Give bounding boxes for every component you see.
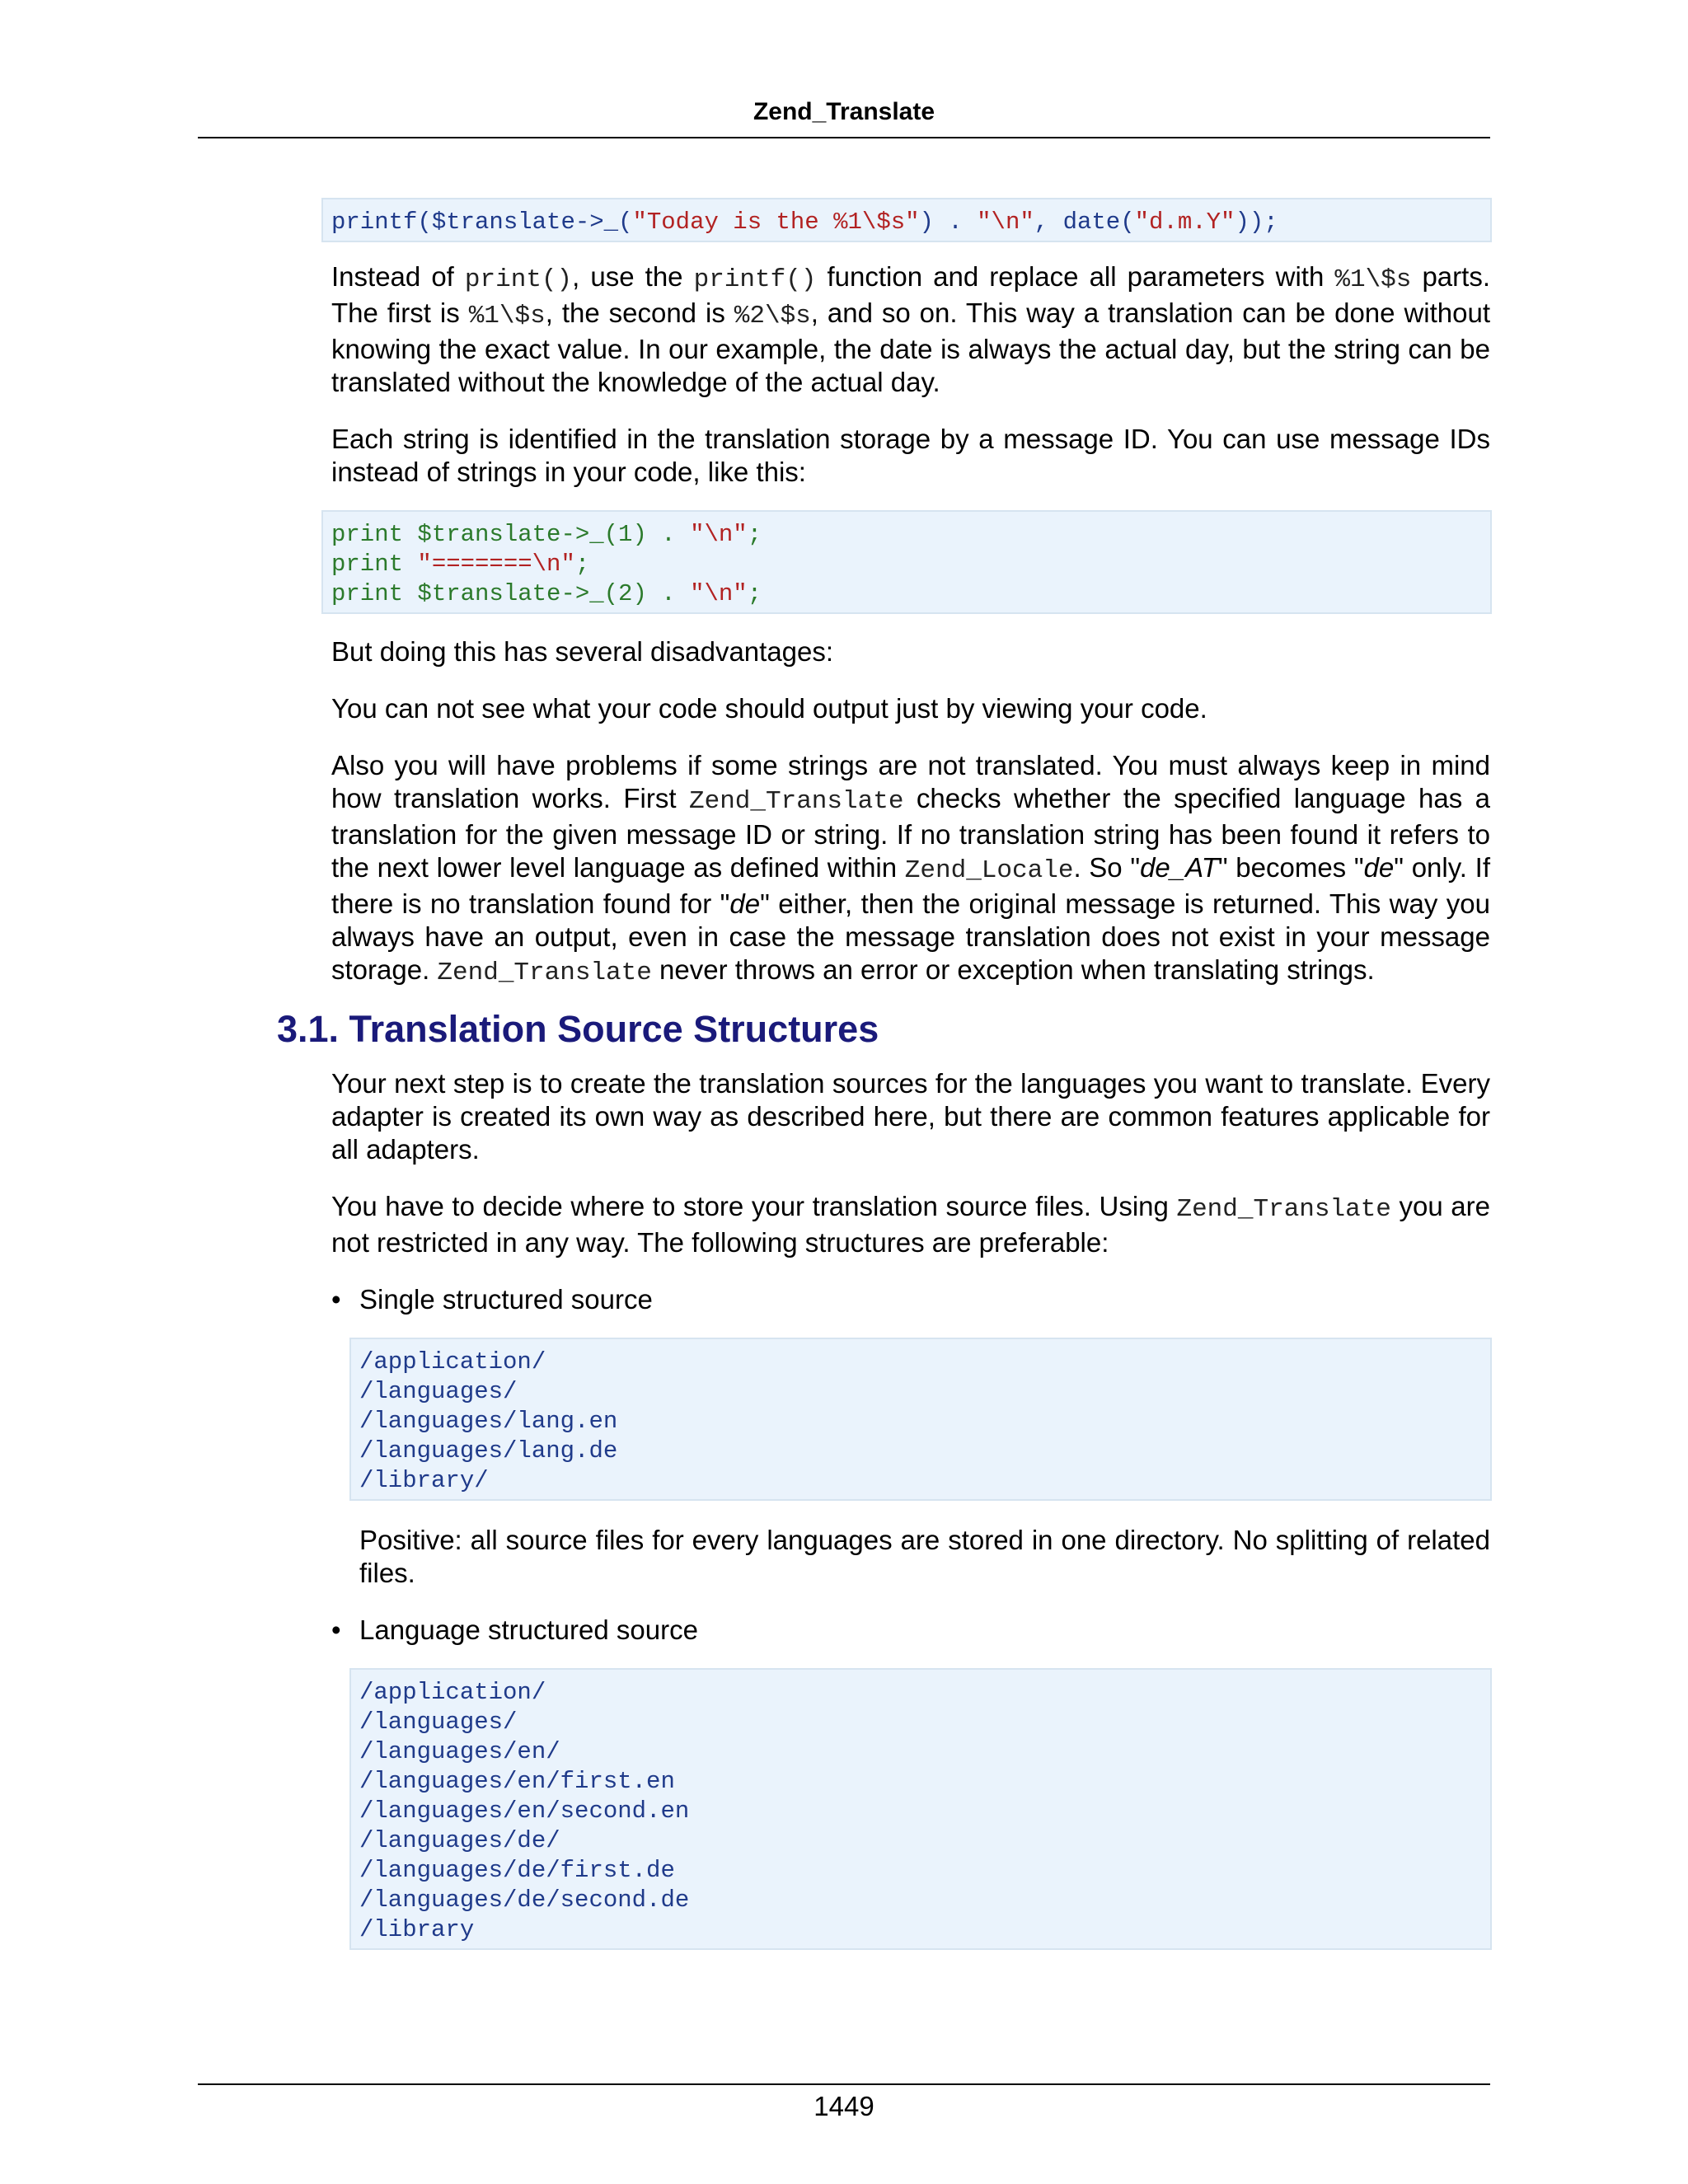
paragraph-where-to-store: You have to decide where to store your translation source files. Using Zend_Translate you are not restricted in any way. The following structures are preferable: (331, 1191, 1490, 1258)
paragraph-printf-explanation: Instead of print(), use the printf() function and replace all parameters with %1\$s parts. The first is %1\$s, the second is %2\$s, and so on. This way a translation can be done without knowing the exact value. In our example, the date is always the actual day, but the string can be translated without the knowledge of the actual day. (331, 261, 1491, 397)
page-number: 1449 (814, 2091, 874, 2121)
section-heading: 3.1. Translation Source Structures (277, 1008, 879, 1050)
bullet-icon: • (331, 1615, 341, 1645)
paragraph-disadvantages: But doing this has several disadvantages: (331, 636, 834, 667)
list-item-language-structured: • Language structured source (331, 1615, 698, 1645)
header-rule (198, 137, 1490, 138)
code-wrapper-single (359, 1338, 1490, 1501)
code-block-single-structure: /application/ /languages/ /languages/lang.en /languages/lang.de /library/ (349, 1338, 1492, 1501)
list-item-single-structured: • Single structured source (331, 1284, 653, 1315)
code-block-printf: printf($translate->_("Today is the %1\$s") . "\n", date("d.m.Y")); (321, 198, 1492, 242)
code-block-message-ids: print $translate->_(1) . "\n"; print "=======\n"; print $translate->_(2) . "\n"; (321, 510, 1492, 614)
paragraph-single-positive: Positive: all source files for every languages are stored in one directory. No splitting of related files. (359, 1525, 1490, 1588)
bullet-icon: • (331, 1284, 341, 1315)
paragraph-translation-fallback: Also you will have problems if some strings are not translated. You must always keep in mind how translation works. First Zend_Translate checks whether the specified language has a translation for the given message ID or string. If no translation string has been found it refers to the next lower level language as defined within Zend_Locale. So "de_AT" becomes "de" only. If there is no translation found for "de" either, then the original message is returned. This way you always have an output, even in case the message translation does not exist in your message storage. Zend_Translate never throws an error or exception when translating strings. (331, 750, 1490, 987)
paragraph-next-step: Your next step is to create the translation sources for the languages you want to translate. Every adapter is created its own way as described here, but there are common features applicable for all adapters. (331, 1068, 1490, 1165)
paragraph-cannot-see-output: You can not see what your code should output just by viewing your code. (331, 693, 1207, 724)
footer-rule (198, 2083, 1490, 2085)
running-header: Zend_Translate (753, 98, 935, 125)
paragraph-message-ids: Each string is identified in the translation storage by a message ID. You can use message IDs instead of strings in your code, like this: (331, 424, 1490, 487)
code-block-language-structure: /application/ /languages/ /languages/en/ /languages/en/first.en /languages/en/second.en /languages/de/ /languages/de/first.de /languages/de/second.de /library (349, 1668, 1492, 1950)
code-wrapper-language (359, 1668, 1490, 1950)
page-content (277, 198, 1491, 1950)
